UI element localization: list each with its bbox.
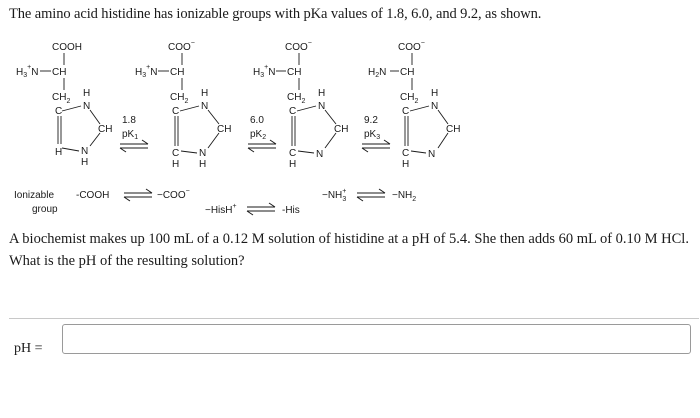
carboxyl-group: COOH xyxy=(52,42,82,53)
svg-text:pK3: $pK_3$ xyxy=(364,129,381,141)
question-text: A biochemist makes up 100 mL of a 0.12 M solution of histidine at a pH of 5.4. She then adds 60 mL of 0.10 M HCl. What is the pH of the resulting solution? xyxy=(9,231,689,269)
ring-n-top: N xyxy=(83,101,91,112)
row-label: Ionizable xyxy=(14,190,55,201)
side-chain-ch2: $CH_2$ xyxy=(52,92,71,105)
ph-answer-input[interactable] xyxy=(62,324,691,354)
carboxyl-protonated: -COOH xyxy=(76,190,110,201)
svg-text:1.8: 1.8 xyxy=(122,115,136,126)
alpha-carbon: CH xyxy=(170,67,185,78)
histidine-deprotonated: -His xyxy=(282,205,300,216)
carboxyl-deprotonated: −COO− xyxy=(157,188,190,201)
equilibrium-arrow-1 xyxy=(120,115,148,152)
ring-n-bottom: N xyxy=(81,146,89,157)
amine-deprotonated: $-NH_2$ xyxy=(392,190,417,203)
amine-group: $H_3^+N$ xyxy=(16,64,39,79)
ring-n-bottom: N xyxy=(428,149,436,160)
amine-group: $H_2N$ xyxy=(368,67,387,79)
ring-h-top: H xyxy=(431,88,439,99)
carboxyl-group: COO− xyxy=(398,40,425,53)
ring-hc-h: H xyxy=(402,159,410,170)
structure-3 xyxy=(253,40,348,170)
amine-group: $H_3^+N$ xyxy=(253,64,276,79)
alpha-carbon: CH xyxy=(287,67,302,78)
ring-carbon: C xyxy=(55,106,63,117)
ring-nh-bottom: H xyxy=(199,159,207,170)
ring-n-top: N xyxy=(431,101,439,112)
ring-n-bottom: N xyxy=(316,149,324,160)
carboxyl-group: COO− xyxy=(285,40,312,53)
ring-h-top: H xyxy=(201,88,209,99)
ring-hc-h: H xyxy=(172,159,180,170)
row-label-2: group xyxy=(32,204,58,215)
ring-n-top: N xyxy=(318,101,326,112)
ionizable-group-row xyxy=(14,188,416,216)
ring-n-bottom: N xyxy=(199,148,207,159)
side-chain-ch2: $CH_2$ xyxy=(170,92,189,105)
amine-protonated: −NH+ 3 xyxy=(322,188,347,203)
equilibrium-arrow-2 xyxy=(248,115,276,152)
ring-ch: CH xyxy=(446,124,461,135)
structure-2 xyxy=(135,40,231,170)
ring-h-top: H xyxy=(318,88,326,99)
ring-ch: CH xyxy=(334,124,349,135)
ring-h-top: H xyxy=(83,88,91,99)
ring-hc-c: C xyxy=(402,148,410,159)
structure-4 xyxy=(368,40,460,170)
side-chain-ch2: $CH_2$ xyxy=(287,92,306,105)
ring-hc-h: H xyxy=(289,159,297,170)
ring-hc-h: H xyxy=(55,147,63,158)
svg-text:pK2: $pK_2$ xyxy=(250,129,267,141)
side-chain-ch2: $CH_2$ xyxy=(400,92,419,105)
svg-text:6.0: 6.0 xyxy=(250,115,264,126)
ring-n-top: N xyxy=(201,101,209,112)
problem-intro: The amino acid histidine has ionizable groups with pKa values of 1.8, 6.0, and 9.2, as shown. xyxy=(9,6,542,22)
answer-row xyxy=(9,318,699,359)
amine-group: $H_3^+N$ xyxy=(135,64,158,79)
ring-nh-bottom: H xyxy=(81,157,89,168)
ring-carbon: C xyxy=(402,106,410,117)
ph-label: pH = xyxy=(14,341,43,356)
histidine-ionization-diagram xyxy=(0,30,700,220)
carboxyl-group: COO− xyxy=(168,40,195,53)
histidine-protonated: −HisH+ xyxy=(205,203,237,216)
ring-hc-c: C xyxy=(172,148,180,159)
ring-ch: CH xyxy=(98,124,113,135)
alpha-carbon: CH xyxy=(400,67,415,78)
equilibrium-arrow-3 xyxy=(362,115,390,152)
alpha-carbon: CH xyxy=(52,67,67,78)
svg-text:pK1: $pK_1$ xyxy=(122,129,139,141)
ring-carbon: C xyxy=(172,106,180,117)
ring-ch: CH xyxy=(217,124,232,135)
ring-carbon: C xyxy=(289,106,297,117)
svg-text:9.2: 9.2 xyxy=(364,115,378,126)
ring-hc-c: C xyxy=(289,148,297,159)
